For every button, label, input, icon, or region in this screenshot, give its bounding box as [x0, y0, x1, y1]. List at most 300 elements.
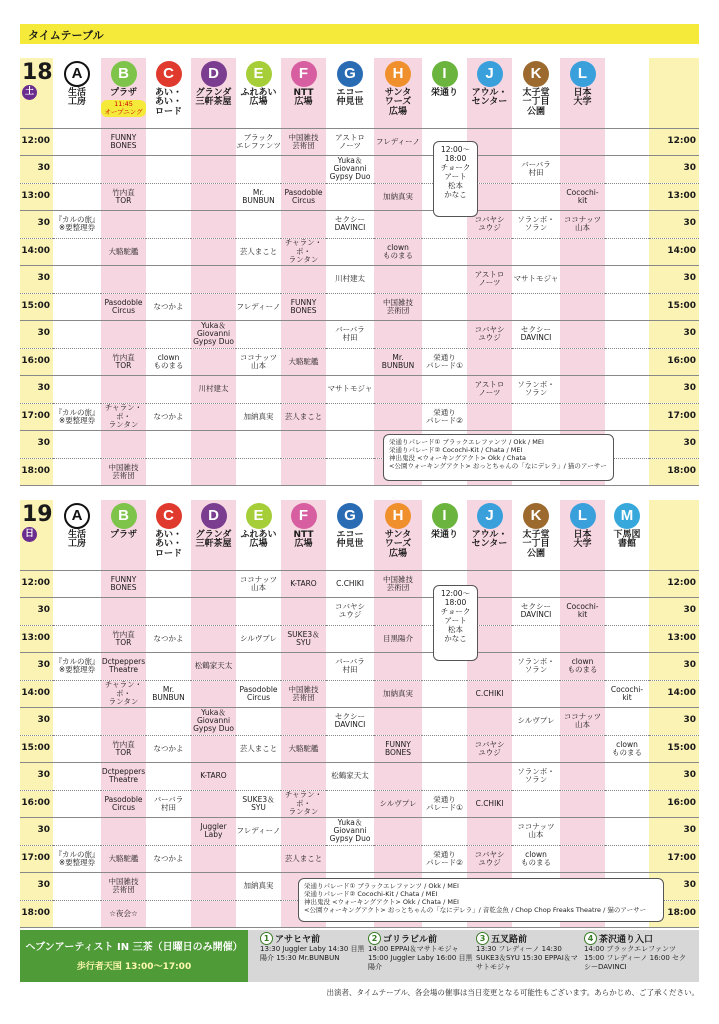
slot-cell: 栄通り パレード①	[422, 790, 467, 818]
slot-cell: FUNNY BONES	[374, 735, 422, 763]
slot-cell	[191, 598, 236, 626]
slot-cell	[236, 708, 281, 736]
slot-cell: ココナッツ 山本	[512, 818, 560, 846]
time-label: 12:00	[20, 128, 53, 156]
time-label-right: 18:00	[649, 900, 699, 928]
stage-number-icon: 4	[584, 932, 597, 945]
venue-name: 日本 大学	[573, 530, 592, 550]
slot-cell	[146, 900, 191, 928]
slot-cell	[326, 431, 374, 459]
venue-header-l	[560, 500, 605, 570]
slot-cell	[467, 293, 512, 321]
slot-cell: マサトモジャ	[326, 376, 374, 404]
slot-cell	[53, 598, 101, 626]
slot-cell	[146, 458, 191, 486]
slot-cell	[605, 128, 649, 156]
time-label-right: 30	[649, 211, 699, 239]
slot-cell	[560, 570, 605, 598]
time-header-right	[649, 500, 699, 570]
slot-cell	[467, 763, 512, 791]
time-label-right: 30	[649, 266, 699, 294]
slot-cell	[281, 708, 326, 736]
slot-cell	[53, 376, 101, 404]
slot-cell: セクシー DAVINCI	[326, 708, 374, 736]
slot-cell: フレディーノ	[236, 818, 281, 846]
venue-letter-icon: G	[337, 61, 363, 87]
weekday-badge: 土	[22, 85, 37, 100]
slot-cell	[374, 818, 422, 846]
slot-cell	[605, 156, 649, 184]
slot-cell	[281, 211, 326, 239]
venue-letter-icon: J	[477, 61, 503, 87]
street-stage-2	[368, 932, 476, 971]
slot-cell	[605, 845, 649, 873]
venue-name: エコー 仲見世	[336, 88, 364, 108]
slot-cell	[191, 900, 236, 928]
stage-schedule: 14:00 EPPAI＆マサトモジャ 15:00 Juggler Laby 16:00 目黒陽介	[368, 945, 473, 971]
slot-cell	[146, 431, 191, 459]
venue-letter-icon: B	[111, 61, 137, 87]
slot-cell: 大駱駝艦	[281, 348, 326, 376]
slot-cell	[101, 598, 146, 626]
slot-cell	[146, 211, 191, 239]
slot-cell: ココナッツ 山本	[236, 348, 281, 376]
slot-cell: シルヴプレ	[512, 708, 560, 736]
slot-cell: C.CHIKI	[467, 680, 512, 708]
venue-name: NTT 広場	[293, 530, 314, 550]
slot-cell	[53, 735, 101, 763]
slot-cell: 栄通り パレード②	[422, 403, 467, 431]
slot-cell	[374, 321, 422, 349]
slot-cell	[146, 266, 191, 294]
disclaimer: 出演者、タイムテーブル、各会場の催事は当日変更となる可能性もございます。あらかじめ、ご了承ください。	[326, 988, 699, 997]
venue-letter-icon: E	[246, 503, 272, 529]
venue-name: エコー 仲見世	[336, 530, 364, 550]
slot-cell: 『カルの旅』 ※要整理券	[53, 403, 101, 431]
slot-cell	[605, 238, 649, 266]
venue-header-e	[236, 500, 281, 570]
slot-cell	[53, 818, 101, 846]
time-label-right: 14:00	[649, 238, 699, 266]
slot-cell: なつかよ	[146, 403, 191, 431]
slot-cell	[101, 708, 146, 736]
slot-cell	[605, 708, 649, 736]
venue-name: グランダ 三軒茶屋	[195, 88, 232, 108]
slot-cell	[53, 266, 101, 294]
slot-cell	[53, 431, 101, 459]
slot-cell	[236, 321, 281, 349]
slot-cell: SUKE3＆ SYU	[236, 790, 281, 818]
venue-letter-icon: H	[385, 61, 411, 87]
slot-cell	[512, 128, 560, 156]
slot-cell: 加納真実	[374, 680, 422, 708]
parade-info-day18: 栄通りパレード① ブラックエレファンツ / Okk / MEI 栄通りパレード② Cocochi-Kit / Chata / MEI 神出鬼没 <ウォーキングアクト> Okk / Chata <公園ウォーキングアクト> おっとちゃんの「なにデレラ」/ 猫のアーサー	[383, 434, 614, 481]
slot-cell	[605, 598, 649, 626]
slot-cell: Cocochi- kit	[605, 680, 649, 708]
slot-cell	[53, 348, 101, 376]
slot-cell	[53, 156, 101, 184]
slot-cell	[374, 653, 422, 681]
slot-cell	[101, 156, 146, 184]
slot-cell	[146, 763, 191, 791]
slot-cell	[53, 708, 101, 736]
venue-header-b	[101, 500, 146, 570]
slot-cell	[326, 238, 374, 266]
slot-cell	[53, 238, 101, 266]
street-stage-1	[260, 932, 368, 963]
slot-cell: Mr. BUNBUN	[146, 680, 191, 708]
slot-cell	[191, 845, 236, 873]
stage-title	[584, 932, 692, 945]
time-label-right: 12:00	[649, 570, 699, 598]
venue-letter-icon: G	[337, 503, 363, 529]
slot-cell	[560, 403, 605, 431]
slot-cell	[467, 238, 512, 266]
slot-cell	[53, 900, 101, 928]
slot-cell	[605, 293, 649, 321]
slot-cell	[53, 458, 101, 486]
slot-cell	[191, 680, 236, 708]
slot-cell	[53, 873, 101, 901]
slot-cell	[326, 293, 374, 321]
slot-cell: ココナッツ 山本	[560, 211, 605, 239]
slot-cell: 栄通り パレード①	[422, 348, 467, 376]
slot-cell	[512, 570, 560, 598]
time-label-right: 30	[649, 873, 699, 901]
slot-cell	[146, 238, 191, 266]
slot-cell	[191, 403, 236, 431]
slot-cell	[560, 321, 605, 349]
time-label: 15:00	[20, 735, 53, 763]
slot-cell: Yuka＆ Giovanni Gypsy Duo	[326, 156, 374, 184]
slot-cell: clown ものまる	[605, 735, 649, 763]
venue-name: プラザ	[109, 88, 137, 98]
slot-cell	[326, 845, 374, 873]
venue-header-l	[560, 58, 605, 128]
stage-name: 茶沢通り入口	[599, 935, 654, 945]
slot-cell	[605, 763, 649, 791]
slot-cell	[53, 625, 101, 653]
stage-title	[476, 932, 584, 945]
venue-name: NTT 広場	[293, 88, 314, 108]
venue-name: ふれあい 広場	[240, 530, 277, 550]
slot-cell: FUNNY BONES	[281, 293, 326, 321]
time-label-right: 30	[649, 818, 699, 846]
slot-cell: 竹内直 TOR	[101, 183, 146, 211]
slot-cell	[191, 431, 236, 459]
slot-cell: 大駱駝艦	[101, 238, 146, 266]
day-number: 19	[22, 502, 53, 527]
slot-cell: チャラン・ポ・ ランタン	[101, 403, 146, 431]
venue-name: ふれあい 広場	[240, 88, 277, 108]
slot-cell	[422, 293, 467, 321]
slot-cell: Mr. BUNBUN	[236, 183, 281, 211]
slot-cell: K-TARO	[281, 570, 326, 598]
slot-cell: 『カルの旅』 ※要整理券	[53, 653, 101, 681]
time-label-right: 30	[649, 156, 699, 184]
venue-letter-icon: F	[291, 61, 317, 87]
slot-cell: Dctpeppers Theatre	[101, 763, 146, 791]
slot-cell: アストロ ノーツ	[467, 376, 512, 404]
slot-cell: clown ものまる	[512, 845, 560, 873]
venue-name: アウル・ センター	[471, 530, 508, 550]
venue-name: プラザ	[109, 530, 137, 540]
time-label: 17:00	[20, 845, 53, 873]
slot-cell: バーバラ 村田	[326, 653, 374, 681]
slot-cell	[374, 211, 422, 239]
slot-cell	[191, 238, 236, 266]
slot-cell: コバヤシ ユウジ	[467, 735, 512, 763]
slot-cell: Juggler Laby	[191, 818, 236, 846]
stage-name: ゴリラビル前	[383, 935, 438, 945]
slot-cell	[191, 266, 236, 294]
venue-letter-icon: M	[614, 503, 640, 529]
slot-cell: 栄通り パレード②	[422, 845, 467, 873]
slot-cell	[191, 625, 236, 653]
time-label-right: 18:00	[649, 458, 699, 486]
venue-header-a	[53, 500, 101, 570]
slot-cell: アストロ ノーツ	[326, 128, 374, 156]
slot-cell	[560, 735, 605, 763]
time-label-right: 16:00	[649, 348, 699, 376]
slot-cell: シルヴプレ	[236, 625, 281, 653]
slot-cell: シルヴプレ	[374, 790, 422, 818]
slot-cell	[53, 790, 101, 818]
slot-cell	[374, 376, 422, 404]
slot-cell: ソランボ・ ソラン	[512, 376, 560, 404]
venue-header-c	[146, 58, 191, 128]
slot-cell: コバヤシ ユウジ	[467, 211, 512, 239]
venue-letter-icon: I	[432, 61, 458, 87]
slot-cell	[281, 763, 326, 791]
slot-cell: フレディーノ	[236, 293, 281, 321]
pedestrian-paradise-time: 歩行者天国 13:00〜17:00	[76, 962, 192, 972]
venue-letter-icon: C	[156, 503, 182, 529]
venue-name: 栄通り	[430, 88, 458, 98]
slot-cell: 芸人まこと	[236, 735, 281, 763]
slot-cell	[146, 376, 191, 404]
slot-cell	[422, 680, 467, 708]
slot-cell: マサトモジャ	[512, 266, 560, 294]
slot-cell	[605, 321, 649, 349]
slot-cell	[374, 598, 422, 626]
venue-name: 下馬図 書館	[613, 530, 641, 550]
slot-cell	[281, 376, 326, 404]
time-label-right: 13:00	[649, 625, 699, 653]
slot-cell: 大駱駝艦	[101, 845, 146, 873]
slot-cell: 松鶴家天太	[191, 653, 236, 681]
slot-cell	[101, 266, 146, 294]
opening-badge: 11:45 オープニング	[101, 100, 145, 116]
slot-cell: なつかよ	[146, 845, 191, 873]
slot-cell	[467, 818, 512, 846]
date-cell	[20, 500, 53, 570]
slot-cell	[422, 376, 467, 404]
slot-cell: C.CHIKI	[467, 790, 512, 818]
venue-header-h	[374, 58, 422, 128]
slot-cell	[191, 128, 236, 156]
heaven-artist-title-block	[20, 930, 248, 982]
slot-cell: なつかよ	[146, 625, 191, 653]
slot-cell: Yuka＆ Giovanni Gypsy Duo	[191, 708, 236, 736]
slot-cell: コバヤシ ユウジ	[467, 321, 512, 349]
slot-cell: コバヤシ ユウジ	[467, 845, 512, 873]
slot-cell	[560, 680, 605, 708]
slot-cell	[605, 376, 649, 404]
venue-name: グランダ 三軒茶屋	[195, 530, 232, 550]
slot-cell	[512, 403, 560, 431]
time-label: 15:00	[20, 293, 53, 321]
slot-cell	[326, 458, 374, 486]
venue-letter-icon: I	[432, 503, 458, 529]
venue-letter-icon: J	[477, 503, 503, 529]
slot-cell: セクシー DAVINCI	[326, 211, 374, 239]
slot-cell	[281, 818, 326, 846]
slot-cell	[326, 790, 374, 818]
slot-cell: 竹内直 TOR	[101, 625, 146, 653]
slot-cell	[374, 708, 422, 736]
slot-cell	[146, 321, 191, 349]
venue-letter-icon: K	[523, 61, 549, 87]
slot-cell	[281, 321, 326, 349]
time-label: 30	[20, 708, 53, 736]
slot-cell: ソランボ・ ソラン	[512, 763, 560, 791]
slot-cell: バーバラ 村田	[326, 321, 374, 349]
slot-cell	[326, 348, 374, 376]
slot-cell: 芸人まこと	[236, 238, 281, 266]
venue-header-g	[326, 58, 374, 128]
slot-cell	[101, 431, 146, 459]
slot-cell: Pasodoble Circus	[236, 680, 281, 708]
slot-cell	[146, 128, 191, 156]
slot-cell	[560, 348, 605, 376]
slot-cell: 中国雑技 芸術団	[374, 570, 422, 598]
slot-cell	[605, 790, 649, 818]
slot-cell: コバヤシ ユウジ	[326, 598, 374, 626]
slot-cell: clown ものまる	[374, 238, 422, 266]
venue-letter-icon: L	[570, 61, 596, 87]
venue-header-d	[191, 500, 236, 570]
venue-header-i	[422, 500, 467, 570]
time-label: 30	[20, 266, 53, 294]
slot-cell: Cocochi- kit	[560, 598, 605, 626]
venue-name: 栄通り	[430, 530, 458, 540]
slot-cell	[53, 183, 101, 211]
time-label-right: 17:00	[649, 845, 699, 873]
slot-cell	[191, 211, 236, 239]
slot-cell	[53, 128, 101, 156]
slot-cell: 芸人まこと	[281, 403, 326, 431]
time-label: 30	[20, 376, 53, 404]
time-label: 30	[20, 156, 53, 184]
slot-cell	[512, 625, 560, 653]
slot-cell	[560, 128, 605, 156]
slot-cell	[422, 763, 467, 791]
slot-cell: Dctpeppers Theatre	[101, 653, 146, 681]
time-label-right: 13:00	[649, 183, 699, 211]
stage-title	[368, 932, 476, 945]
slot-cell	[374, 845, 422, 873]
slot-cell	[560, 845, 605, 873]
slot-cell	[605, 818, 649, 846]
slot-cell: 中国雑技 芸術団	[374, 293, 422, 321]
slot-cell: 加納真実	[236, 873, 281, 901]
slot-cell: ココナッツ 山本	[236, 570, 281, 598]
slot-cell	[605, 348, 649, 376]
slot-cell	[605, 211, 649, 239]
time-label-right: 30	[649, 376, 699, 404]
timetable-day19	[20, 500, 699, 928]
slot-cell: 大駱駝艦	[281, 735, 326, 763]
slot-cell	[236, 266, 281, 294]
slot-cell	[146, 873, 191, 901]
venue-header-e	[236, 58, 281, 128]
time-header-right	[649, 58, 699, 128]
slot-cell: フレディーノ	[374, 128, 422, 156]
venue-letter-icon: A	[64, 503, 90, 529]
slot-cell	[281, 266, 326, 294]
day-number: 18	[22, 60, 53, 85]
time-label: 30	[20, 763, 53, 791]
venue-letter-icon: F	[291, 503, 317, 529]
slot-cell: 竹内直 TOR	[101, 735, 146, 763]
slot-cell	[53, 321, 101, 349]
venue-header-m	[605, 500, 649, 570]
venue-header-h	[374, 500, 422, 570]
slot-cell	[236, 458, 281, 486]
time-label: 30	[20, 818, 53, 846]
stage-schedule: 14:00 ブラックエレファンツ 15:00 フレディーノ 16:00 セクシーDAVINCI	[584, 945, 687, 971]
venue-name: あい・ あい・ ロード	[154, 88, 182, 117]
slot-cell	[191, 873, 236, 901]
slot-cell	[146, 818, 191, 846]
time-label-right: 30	[649, 653, 699, 681]
slot-cell	[191, 570, 236, 598]
venue-name: 太子堂 一丁目 公園	[522, 88, 550, 117]
slot-cell	[191, 458, 236, 486]
slot-cell: Pasodoble Circus	[281, 183, 326, 211]
time-label-right: 15:00	[649, 735, 699, 763]
slot-cell	[560, 625, 605, 653]
slot-cell: 川村建太	[191, 376, 236, 404]
slot-cell	[422, 818, 467, 846]
slot-cell	[146, 598, 191, 626]
slot-cell: Pasodoble Circus	[101, 790, 146, 818]
slot-cell	[53, 680, 101, 708]
slot-cell	[512, 790, 560, 818]
slot-cell: 目黒陽介	[374, 625, 422, 653]
venue-header-g	[326, 500, 374, 570]
slot-cell	[281, 431, 326, 459]
venue-letter-icon: A	[64, 61, 90, 87]
slot-cell: Yuka＆ Giovanni Gypsy Duo	[191, 321, 236, 349]
slot-cell	[146, 708, 191, 736]
slot-cell	[281, 156, 326, 184]
venue-header-c	[146, 500, 191, 570]
slot-cell	[560, 790, 605, 818]
slot-cell	[191, 156, 236, 184]
time-label-right: 14:00	[649, 680, 699, 708]
slot-cell	[560, 818, 605, 846]
time-label: 30	[20, 431, 53, 459]
slot-cell	[560, 238, 605, 266]
slot-cell	[236, 653, 281, 681]
slot-cell	[101, 211, 146, 239]
slot-cell: ソランボ・ ソラン	[512, 211, 560, 239]
slot-cell	[236, 211, 281, 239]
venue-name: サンタ ワーズ 広場	[384, 88, 412, 117]
time-label: 13:00	[20, 183, 53, 211]
